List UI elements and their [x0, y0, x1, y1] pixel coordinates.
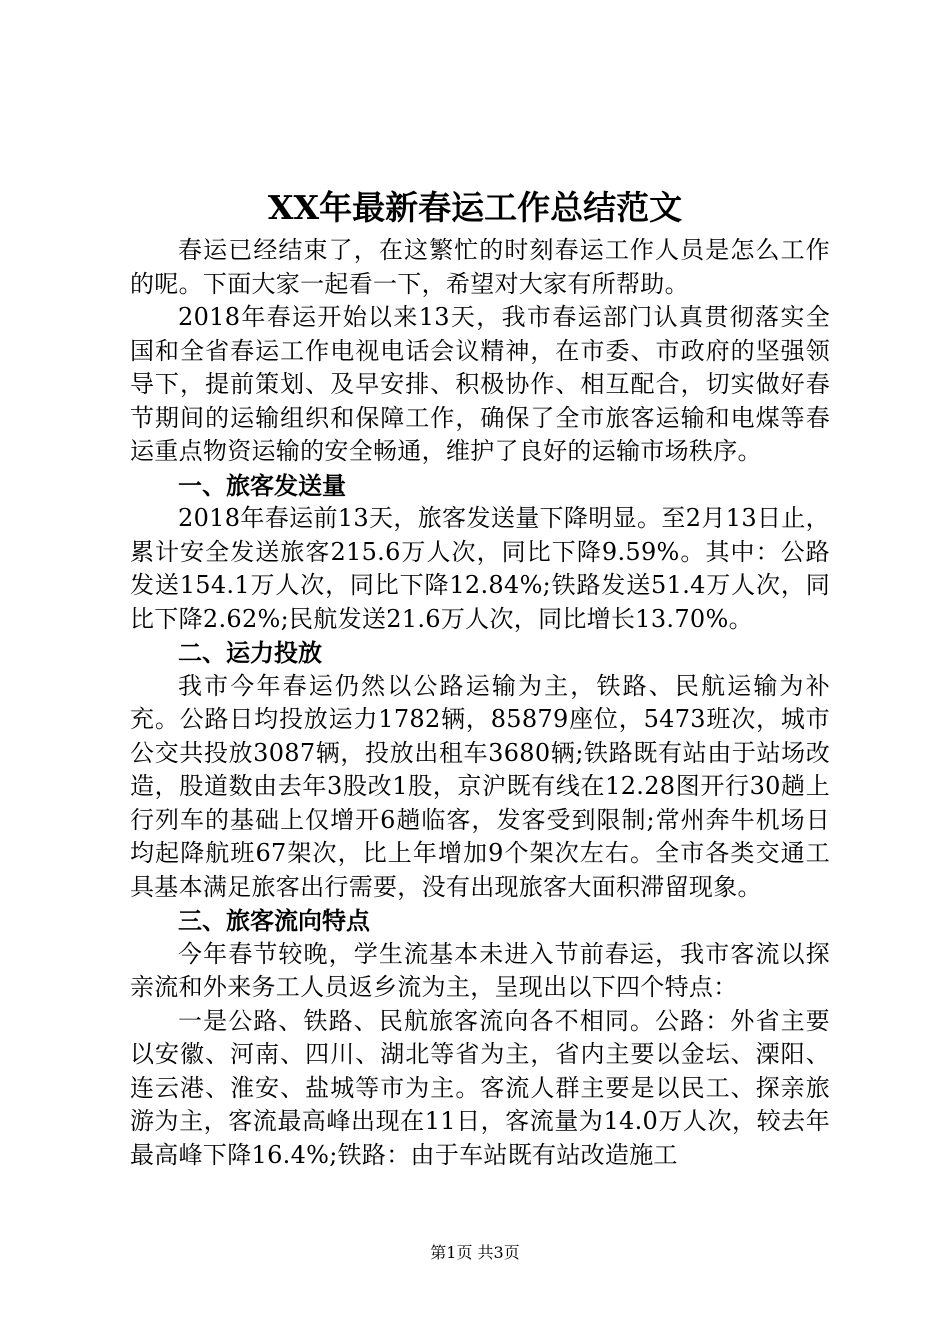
passenger-volume-paragraph: 2018年春运前13天，旅客发送量下降明显。至2月13日止，累计安全发送旅客215.6万人次，同比下降9.59%。其中：公路发送154.1万人次，同比下降12.84%;铁路发送51.4万人次，同比下降2.62%;民航发送21.6万人次，同比增长13.70%。: [130, 504, 830, 633]
section-heading-passenger-volume: 一、旅客发送量: [178, 470, 346, 500]
document-body: [130, 234, 830, 1172]
passenger-flow-point-1: 一是公路、铁路、民航旅客流向各不相同。公路：外省主要以安徽、河南、四川、湖北等省为主，省内主要以金坛、溧阳、连云港、淮安、盐城等市为主。客流人群主要是以民工、探亲旅游为主，客流最高峰出现在11日，客流量为14.0万人次，较去年最高峰下降16.4%;铁路：由于车站既有站改造施工: [130, 1006, 830, 1169]
document-title: XX年最新春运工作总结范文: [267, 188, 683, 227]
section-heading-capacity: 二、运力投放: [178, 638, 322, 667]
page-number-footer: 第1页 共3页: [430, 1243, 520, 1262]
passenger-flow-paragraph: 今年春节较晚，学生流基本未进入节前春运，我市客流以探亲流和外来务工人员返乡流为主，呈现出以下四个特点：: [130, 939, 830, 1001]
overview-paragraph: 2018年春运开始以来13天，我市春运部门认真贯彻落实全国和全省春运工作电视电话会议精神，在市委、市政府的坚强领导下，提前策划、及早安排、积极协作、相互配合，切实做好春节期间的运输组织和保障工作，确保了全市旅客运输和电煤等春运重点物资运输的安全畅通，维护了良好的运输市场秩序。: [130, 303, 830, 465]
section-heading-passenger-flow: 三、旅客流向特点: [178, 906, 370, 935]
capacity-paragraph: 我市今年春运仍然以公路运输为主，铁路、民航运输为补充。公路日均投放运力1782辆，85879座位，5473班次，城市公交共投放3087辆，投放出租车3680辆;铁路既有站由于站场改造，股道数由去年3股改1股，京沪既有线在12.28图开行30趟上行列车的基础上仅增开6趟临客，发客受到限制;常州奔牛机场日均起降航班67架次，比上年增加9个架次左右。全市各类交通工具基本满足旅客出行需要，没有出现旅客大面积滞留现象。: [130, 671, 830, 901]
intro-paragraph: 春运已经结束了，在这繁忙的时刻春运工作人员是怎么工作的呢。下面大家一起看一下，希望对大家有所帮助。: [130, 236, 830, 298]
